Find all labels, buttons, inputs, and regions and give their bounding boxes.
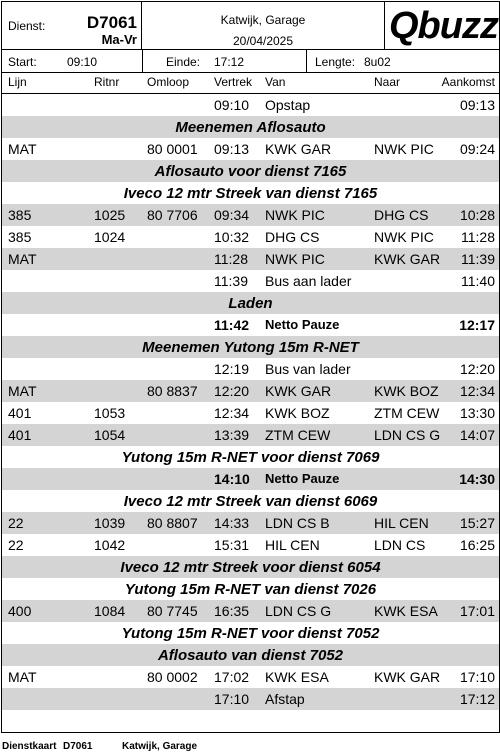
section-title-text: Aflosauto voor dienst 7165 <box>154 163 347 180</box>
cell-lijn: 22 <box>8 515 24 531</box>
cell-lijn: MAT <box>8 141 37 157</box>
cell-naar: LDN CS G <box>374 427 441 443</box>
cell-ritnr: 1024 <box>94 229 126 245</box>
cell-lijn: MAT <box>8 383 37 399</box>
cell-vertrek: 09:34 <box>214 207 250 223</box>
trip-row <box>2 138 499 160</box>
column-headers <box>2 73 499 94</box>
cell-lijn: 22 <box>8 537 24 553</box>
trip-row <box>2 358 499 380</box>
trip-row <box>2 248 499 270</box>
cell-van: Bus van lader <box>265 361 351 377</box>
cell-vertrek: 12:19 <box>214 361 250 377</box>
trip-row <box>2 534 499 556</box>
cell-van: KWK BOZ <box>265 405 330 421</box>
section-title-text: Iveco 12 mtr Streek voor dienst 6054 <box>120 559 381 576</box>
cell-lijn: 385 <box>8 207 32 223</box>
logo-cell <box>385 2 499 49</box>
cell-vertrek: 11:28 <box>214 251 248 267</box>
dienst-cell <box>2 2 142 49</box>
cell-aankomst: 12:17 <box>459 317 495 333</box>
einde-value: 17:12 <box>214 55 245 69</box>
dienst-label: Dienst: <box>8 19 46 33</box>
cell-vertrek: 13:39 <box>214 427 250 443</box>
cell-aankomst: 14:07 <box>459 427 495 443</box>
section-title-text: Yutong 15m R-NET van dienst 7026 <box>124 581 377 598</box>
cell-vertrek: 17:02 <box>214 669 250 685</box>
cell-vertrek: 11:42 <box>214 317 250 333</box>
trip-row <box>2 270 499 292</box>
cell-omloop: 80 7706 <box>147 207 198 223</box>
cell-aankomst: 11:28 <box>461 229 495 245</box>
section-title <box>2 490 499 512</box>
cell-naar: KWK GAR <box>374 251 441 267</box>
cell-omloop: 80 7745 <box>147 603 198 619</box>
divider <box>142 50 143 72</box>
cell-vertrek: 12:34 <box>214 405 250 421</box>
trip-row <box>2 204 499 226</box>
cell-van: Afstap <box>265 691 305 707</box>
section-title <box>2 160 499 182</box>
section-title-text: Iveco 12 mtr Streek van dienst 7165 <box>123 185 378 202</box>
col-van: Van <box>265 75 286 89</box>
cell-van: Opstap <box>265 97 311 113</box>
cell-vertrek: 17:10 <box>214 691 250 707</box>
trip-row <box>2 666 499 688</box>
cell-omloop: 80 0002 <box>147 669 198 685</box>
cell-naar: KWK GAR <box>374 669 441 685</box>
section-title-text: Yutong 15m R-NET voor dienst 7052 <box>121 625 380 642</box>
times-bar <box>2 50 499 73</box>
cell-ritnr: 1084 <box>94 603 126 619</box>
cell-aankomst: 09:13 <box>459 97 495 113</box>
cell-naar: KWK ESA <box>374 603 438 619</box>
cell-aankomst: 16:25 <box>459 537 495 553</box>
cell-vertrek: 15:31 <box>214 537 250 553</box>
start-label: Start: <box>8 55 37 69</box>
einde-label: Einde: <box>166 55 201 69</box>
cell-lijn: MAT <box>8 669 37 685</box>
cell-aankomst: 15:27 <box>459 515 495 531</box>
cell-naar: KWK BOZ <box>374 383 439 399</box>
cell-van: LDN CS G <box>265 603 332 619</box>
cell-ritnr: 1025 <box>94 207 126 223</box>
garage-name: Katwijk, Garage <box>220 13 306 27</box>
dienstkaart <box>1 1 500 733</box>
cell-aankomst: 17:12 <box>459 691 495 707</box>
garage-cell <box>142 2 385 49</box>
col-naar: Naar <box>374 75 401 89</box>
section-title <box>2 336 499 358</box>
cell-omloop: 80 8807 <box>147 515 198 531</box>
section-title <box>2 622 499 644</box>
section-title <box>2 182 499 204</box>
cell-naar: ZTM CEW <box>374 405 440 421</box>
lengte-value: 8u02 <box>364 55 391 69</box>
cell-pause-label: Netto Pauze <box>265 317 340 332</box>
trip-row <box>2 402 499 424</box>
cell-ritnr: 1053 <box>94 405 126 421</box>
cell-ritnr: 1039 <box>94 515 126 531</box>
cell-aankomst: 13:30 <box>459 405 495 421</box>
cell-aankomst: 11:39 <box>461 251 495 267</box>
section-title <box>2 578 499 600</box>
cell-aankomst: 17:10 <box>459 669 495 685</box>
section-title <box>2 116 499 138</box>
section-title-text: Meenemen Aflosauto <box>175 119 326 136</box>
cell-van: ZTM CEW <box>265 427 331 443</box>
cell-omloop: 80 0001 <box>147 141 198 157</box>
footer-dienst: D7061 <box>63 741 93 752</box>
cell-naar: DHG CS <box>374 207 429 223</box>
cell-vertrek: 12:20 <box>214 383 250 399</box>
cell-ritnr: 1042 <box>94 537 126 553</box>
trip-row <box>2 600 499 622</box>
col-aankomst: Aankomst <box>441 75 495 89</box>
section-title-text: Aflosauto van dienst 7052 <box>157 647 344 664</box>
lengte-label: Lengte: <box>315 55 356 69</box>
cell-ritnr: 1054 <box>94 427 126 443</box>
cell-lijn: 401 <box>8 427 32 443</box>
cell-aankomst: 14:30 <box>459 471 495 487</box>
header <box>2 2 499 50</box>
cell-lijn: 385 <box>8 229 32 245</box>
cell-naar: NWK PIC <box>374 141 434 157</box>
section-title <box>2 446 499 468</box>
col-ritnr: Ritnr <box>94 75 120 89</box>
cell-naar: NWK PIC <box>374 229 434 245</box>
col-lijn: Lijn <box>8 75 27 89</box>
cell-lijn: 401 <box>8 405 32 421</box>
qbuzz-logo: Qbuzz <box>389 5 498 47</box>
pause-row <box>2 468 499 490</box>
cell-van: KWK ESA <box>265 669 329 685</box>
cell-vertrek: 09:13 <box>214 141 250 157</box>
trip-row <box>2 512 499 534</box>
cell-vertrek: 16:35 <box>214 603 250 619</box>
cell-van: KWK GAR <box>265 141 332 157</box>
cell-omloop: 80 8837 <box>147 383 198 399</box>
cell-van: DHG CS <box>265 229 320 245</box>
cell-lijn: MAT <box>8 251 37 267</box>
cell-pause-label: Netto Pauze <box>265 471 340 486</box>
trip-row <box>2 688 499 710</box>
cell-lijn: 400 <box>8 603 32 619</box>
section-title-text: Meenemen Yutong 15m R-NET <box>142 339 359 356</box>
cell-vertrek: 09:10 <box>214 97 250 113</box>
cell-vertrek: 11:39 <box>214 273 248 289</box>
cell-aankomst: 10:28 <box>459 207 495 223</box>
trip-row <box>2 424 499 446</box>
trip-row <box>2 226 499 248</box>
col-omloop: Omloop <box>147 75 190 89</box>
section-title-text: Yutong 15m R-NET voor dienst 7069 <box>121 449 380 466</box>
cell-van: KWK GAR <box>265 383 332 399</box>
section-title <box>2 644 499 666</box>
trip-row <box>2 380 499 402</box>
section-title-text: Laden <box>228 295 273 312</box>
cell-aankomst: 09:24 <box>459 141 495 157</box>
cell-naar: HIL CEN <box>374 515 429 531</box>
cell-naar: LDN CS <box>374 537 426 553</box>
col-vertrek: Vertrek <box>214 75 253 89</box>
footer-garage: Katwijk, Garage <box>122 741 198 752</box>
cell-van: LDN CS B <box>265 515 330 531</box>
trip-row <box>2 94 499 116</box>
date: 20/04/2025 <box>232 34 294 48</box>
section-title <box>2 556 499 578</box>
cell-vertrek: 14:10 <box>214 471 250 487</box>
cell-aankomst: 12:20 <box>459 361 495 377</box>
cell-aankomst: 17:01 <box>459 603 495 619</box>
footer-label: Dienstkaart <box>2 741 57 752</box>
cell-vertrek: 10:32 <box>214 229 250 245</box>
dienst-number: D7061 <box>86 13 137 32</box>
cell-van: NWK PIC <box>265 251 325 267</box>
schedule-rows <box>2 94 499 710</box>
cell-aankomst: 11:40 <box>461 273 495 289</box>
cell-van: Bus aan lader <box>265 273 352 289</box>
divider <box>306 50 307 72</box>
pause-row <box>2 314 499 336</box>
section-title-text: Iveco 12 mtr Streek van dienst 6069 <box>123 493 378 510</box>
start-value: 09:10 <box>67 55 98 69</box>
cell-van: NWK PIC <box>265 207 325 223</box>
section-title <box>2 292 499 314</box>
day-type: Ma-Vr <box>101 32 137 47</box>
cell-van: HIL CEN <box>265 537 320 553</box>
cell-vertrek: 14:33 <box>214 515 250 531</box>
cell-aankomst: 12:34 <box>459 383 495 399</box>
